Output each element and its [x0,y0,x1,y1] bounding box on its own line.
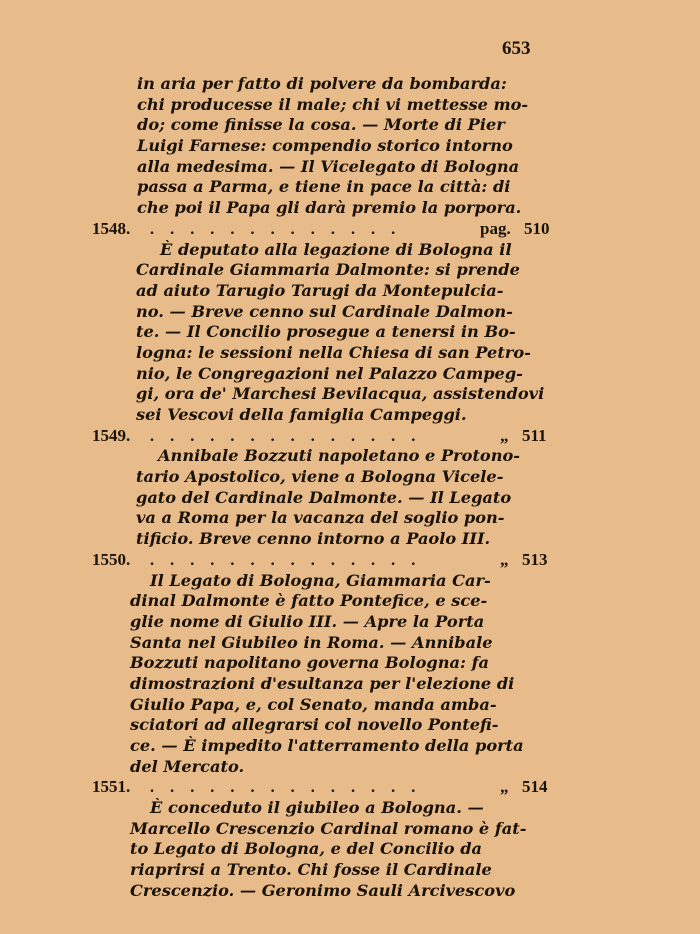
text-line: Cardinale Giammaria Dalmonte: si prende [136,260,520,280]
text-line: glie nome di Giulio III. — Apre la Porta [130,611,485,631]
text-line: Bozzuti napolitano governa Bologna: fa [130,653,490,673]
entry-heading [0,219,700,240]
text-line: alla medesima. — Il Vicelegato di Bologna [137,156,520,176]
text-line: Giulio Papa, e, col Senato, manda amba- [130,694,497,714]
text-line: riaprirsi a Trento. Chi fosse il Cardinale [130,860,492,880]
text-line: to Legato di Bologna, e del Concilio da [130,839,483,859]
text-line: gi, ora de' Marchesi Bevilacqua, assistendovi [136,384,545,404]
entry-year: 1550. [92,549,131,569]
text-line: sei Vescovi della famiglia Campeggi. [136,405,467,424]
leader-dots: . . . . . . . . . . . . . [150,219,402,238]
text-line: te. — Il Concilio prosegue a tenersi in Bo- [136,322,516,342]
page-ref: 514 [522,777,548,797]
entry-paragraph [0,571,700,778]
text-line: ad aiuto Tarugio Tarugi da Montepulcia- [136,280,504,300]
text-line: no. — Breve cenno sul Cardinale Dalmon- [136,301,513,321]
page-ref-label: „ [500,777,509,797]
entry-year: 1548. [92,218,131,238]
entry-heading [0,777,700,798]
page-ref: 510 [524,218,550,238]
text-line: sciatori ad allegrarsi col novello Pontefi- [130,715,499,735]
text-line: Il Legato di Bologna, Giammaria Car- [150,570,491,590]
intro-paragraph [0,74,700,219]
text-line: gato del Cardinale Dalmonte. — Il Legato [136,487,512,507]
leader-dots: . . . . . . . . . . . . . . [150,426,422,445]
leader-dots: . . . . . . . . . . . . . . [150,778,422,797]
page-ref: 513 [522,549,548,569]
text-line: che poi il Papa gli darà premio la porpora. [137,198,522,218]
page-ref: 511 [522,425,547,445]
page-number: 653 [502,38,531,59]
entry-year: 1551. [92,777,131,797]
page-ref-label: „ [500,549,509,569]
text-line: ce. — È impedito l'atterramento della porta [130,736,524,755]
text-line: È deputato alla legazione di Bologna il [160,239,512,259]
text-line: tificio. Breve cenno intorno a Paolo III. [136,529,491,549]
entry-paragraph [0,798,700,901]
page-ref-label: „ [500,425,509,445]
entry-year: 1549. [92,425,131,445]
text-line: È conceduto il giubileo a Bologna. — [150,798,484,818]
text-line: do; come finisse la cosa. — Morte di Pier [137,115,505,135]
text-line: nio, le Congregazioni nel Palazzo Campeg- [136,363,523,383]
entry-heading [0,426,700,447]
page-ref-label: pag. [480,218,511,238]
text-line: passa a Parma, e tiene in pace la città: di [137,177,511,197]
text-line: Santa nel Giubileo in Roma. — Annibale [130,632,493,652]
text-line: Crescenzio. — Geronimo Sauli Arcivescovo [130,880,516,900]
entry-paragraph [0,446,700,549]
text-line: chi producesse il male; chi vi mettesse mo- [137,94,529,114]
text-line: dinal Dalmonte è fatto Pontefice, e sce- [130,591,488,611]
text-line: va a Roma per la vacanza del soglio pon- [136,508,505,528]
leader-dots: . . . . . . . . . . . . . . [150,550,422,569]
text-line: Luigi Farnese: compendio storico intorno [137,136,513,156]
text-line: in aria per fatto di polvere da bombarda: [137,74,507,93]
text-line: dimostrazioni d'esultanza per l'elezione di [130,673,515,693]
text-line: Annibale Bozzuti napoletano e Protono- [158,446,521,466]
text-line: del Mercato. [130,756,245,776]
text-line: logna: le sessioni nella Chiesa di san Petro- [136,342,531,362]
page-text [0,74,700,902]
text-line: tario Apostolico, viene a Bologna Vicele- [136,467,504,487]
entry-paragraph [0,240,700,426]
entry-heading [0,550,700,571]
text-line: Marcello Crescenzio Cardinal romano è fat- [130,818,527,838]
